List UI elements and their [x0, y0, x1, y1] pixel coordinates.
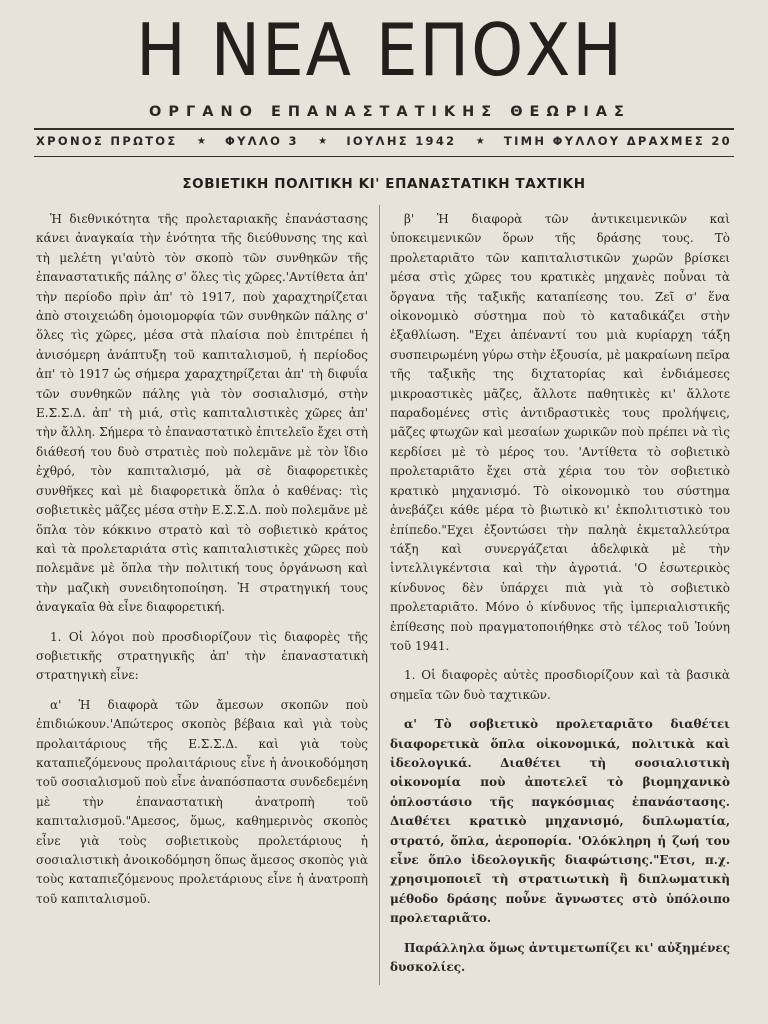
article-right-column [390, 210, 730, 977]
left-paragraph: 1. Οἱ λόγοι ποὺ προσδιορίζουν τὶς διαφορὲς τῆς σοβιετικῆς στρατηγικῆς ἀπ' τὴν ἐπαναστατικὴ στρατηγικὴ εἶνε: [36, 629, 368, 683]
right-paragraph: 1. Οἱ διαφορὲς αὐτὲς προσδιορίζουν καὶ τὰ βασικὰ σημεῖα τῶν δυὸ ταχτικῶν. [390, 668, 730, 702]
right-paragraph: β' Ἡ διαφορὰ τῶν ἀντικειμενικῶν καὶ ὑποκειμενικῶν ὅρων τῆς δράσης τους. Τὸ προλεταριᾶτο τῶν καπιταλιστικῶν χωρῶν βρίσκει μέσα στὶς χῶρες του κρατικὲς μηχανὲς ποὖναι τὰ ὄργανα τῆς ταξικῆς καταπίεσης του. Ζεῖ σ' ἕνα οἰκονομικὸ σύστημα ποὺ τὸ καταδικάζει στὴν ἐξαθλίωση. "Εχει ἀπέναντί του μιὰ κυρίαρχη τάξη συσπειρωμένη γύρω στὴν ἐξουσία, μὲ μακραίωνη πεῖρα τῆς ταξικῆς της διχτατορίας καὶ ἐνδιάμεσες μικροαστικὲς μᾶζες, ἄλλοτε παθητικὲς κι' ἄλλοτε παραδομένες στὶς ἀντιδραστικὲς τους προλήψεις, μᾶζες φτωχῶν καὶ μεσαίων χωρικῶν ποὺ πρέπει νὰ τὶς κερδίσει μὲ τὸ μέρος του. 'Αντίθετα τὸ σοβιετικὸ προλεταριᾶτο ἔχει στὰ χέρια του τὸν σοβιετικὸ κρατικὸ μηχανισμό. Τὸ οἰκονομικὸ του σύστημα ἀνεβάζει κάθε μέρα τὸ βιωτικὸ κι' ἐκπολιτιστικὸ του ἐπίπεδο."Εχει ἐξοντώσει τὴν παληὰ ἐκμεταλλεύτρα τάξη καὶ συνεργάζεται ἀδελφικὰ μὲ τὴν ἰντελλιγκέντσια καὶ τὴν ἀγροτιά. 'Ο ἐσωτερικὸς κίνδυνος δὲν ὑπάρχει πιὰ γιὰ τὸ σοβιετικὸ προλεταριᾶτο. Μόνο ὁ κίνδυνος τῆς ἰμπεριαλιστικῆς ἐπίθεσης ποὺ πραγματοποιήθηκε στὸ τέλος τοῦ Ἰούνη τοῦ 1941. [390, 212, 730, 653]
masthead-rule-bottom [34, 156, 734, 157]
issue-year: ΧΡΟΝΟΣ ΠΡΩΤΟΣ [36, 134, 178, 148]
issue-sheet: ΦΥΛΛΟ 3 [225, 134, 299, 148]
left-paragraph: α' Ἡ διαφορὰ τῶν ἄμεσων σκοπῶν ποὺ ἐπιδιώκουν.'Απώτερος σκοπὸς βέβαια καὶ γιὰ τοὺς προλαιτάριους τῆς Ε.Σ.Σ.Δ. καὶ γιὰ τοὺς καταπιεζόμενους προλαιτάριους εἶνε ἡ ἀνοικοδόμηση τοῦ σοσιαλισμοῦ ποὺ εἶνε ἀναπόσπαστα συνδεδεμένη μὲ τὴν ἐπαναστατικὴ ἀνατροπὴ τοῦ καπιταλισμοῦ."Αμεσος, ὅμως, καθημερινὸς σκοπὸς εἶνε γιὰ τοὺς σοβιετικοὺς προλετάριους ἡ σοσιαλιστικὴ ἀνοικοδόμηση ὅπως ἄμεσος σκοπὸς γιὰ τοὺς καταπιεζόμενους προλετάριους εἶνε ἡ ἀνατροπὴ τοῦ καπιταλισμοῦ. [36, 697, 368, 906]
masthead-rule-top [34, 128, 734, 130]
article-left-column [36, 210, 368, 909]
right-paragraph: Παράλληλα ὅμως ἀντιμετωπίζει κι' αὐξημένες δυσκολίες. [390, 940, 730, 975]
left-paragraph: Ἡ διεθνικότητα τῆς προλεταριακῆς ἐπανάστασης κάνει ἀναγκαία τὴν ἑνότητα τῆς διεύθυνσης της καὶ τὴ μελέτη γι'αὐτὸ τὸν σκοπὸ τῶν συνθηκῶν τῆς ἐπαναστατικῆς πάλης σ' ὅλες τὶς χῶρες.'Αντίθετα ἀπ' τὴν περίοδο πρὶν ἀπ' τὸ 1917, ποὺ χαραχτηρίζεται ἀπὸ στοιχειώδη ὁμοιομορφία τῶν συνθηκῶν πάλης σ' ὅλες τὶς χῶρες, μέσα στὰ πλαίσια ποὺ ἐπιτρέπει ἡ ἀνισόμερη ἀνάπτυξη τοῦ καπιταλισμοῦ, ἡ περίοδος ἀπ' τὸ 1917 ὡς σήμερα χαραχτηρίζεται ἀπ' τὴ διφυΐα τῶν συνθηκῶν πάλης γιὰ τὸν σοσιαλισμό, στὴν Ε.Σ.Σ.Δ. ἀπ' τὴ μιά, στὶς καπιταλιστικὲς χῶρες ἀπ' τὴν ἄλλη. Σήμερα τὸ ἐπαναστατικὸ ἐπιτελεῖο ἔχει στὴ διάθεσή του δυὸ στρατιὲς ποὺ πολεμᾶνε μὲ τὸν ἴδιο ἐχθρό, τὸν καπιταλισμό, μὰ σὲ διαφορετικὲς συνθῆκες καὶ μὲ διαφορετικὰ ὅπλα ὁ καθένας: τὶς σοβιετικὲς μᾶζες μέσα στὴν Ε.Σ.Σ.Δ. ποὺ πολεμᾶνε μὲ ὅπλα τὸν κόκκινο στρατὸ καὶ τὸ σοβιετικὸ κράτος καὶ τὰ προλεταριάτα στὶς καπιταλιστικὲς χῶρες ποὺ πολεμᾶνε μὲ ὅπλα τὴν πολιτική τους ὀργάνωση καὶ τὴν μαζικὴ συνειδητοποίηση. Ἡ στρατηγική τους ἀναγκαῖα θὰ εἶνε διαφορετική. [36, 212, 368, 615]
masthead-title: Η ΝΕΑ ΕΠΟΧΗ [136, 8, 624, 92]
star-icon: ★ [318, 135, 328, 147]
issue-info-line [36, 134, 732, 148]
star-icon: ★ [196, 135, 206, 147]
article-headline: ΣΟΒΙΕΤΙΚΗ ΠΟΛΙΤΙΚΗ ΚΙ' ΕΠΑΝΑΣΤΑΤΙΚΗ ΤΑΧΤΙΚΗ [182, 176, 586, 192]
column-divider [379, 205, 380, 985]
masthead-subtitle: ΟΡΓΑΝΟ ΕΠΑΝΑΣΤΑΤΙΚΗΣ ΘΕΩΡΙΑΣ [149, 104, 631, 120]
issue-date: ΙΟΥΛΗΣ 1942 [346, 134, 457, 148]
right-paragraph: α' Τὸ σοβιετικὸ προλεταριᾶτο διαθέτει διαφορετικὰ ὅπλα οἰκονομικά, πολιτικὰ καὶ ἰδεολογικά. Διαθέτει τὴ σοσιαλιστικὴ οἰκονομία ποὺ ἀποτελεῖ τὸ βιομηχανικὸ ὁπλοστάσιο τῆς παγκόσμιας ἐπανάστασης. Διαθέτει κρατικὸ μηχανισμό, διπλωματία, στρατό, ὅπλα, ἀεροπορία. 'Ολόκληρη ἡ ζωή του εἶνε ὅπλο ἰδεολογικῆς διαφώτισης."Ετσι, π.χ. χρησιμοποιεῖ τὴ στρατιωτικὴ ἢ διπλωματικὴ μέθοδο δράσης ποὖνε ἄγνωστες στὸ ὑπόλοιπο προλεταριᾶτο. [390, 717, 730, 926]
star-icon: ★ [475, 135, 485, 147]
issue-price: ΤΙΜΗ ΦΥΛΛΟΥ ΔΡΑΧΜΕΣ 20 [503, 134, 732, 148]
